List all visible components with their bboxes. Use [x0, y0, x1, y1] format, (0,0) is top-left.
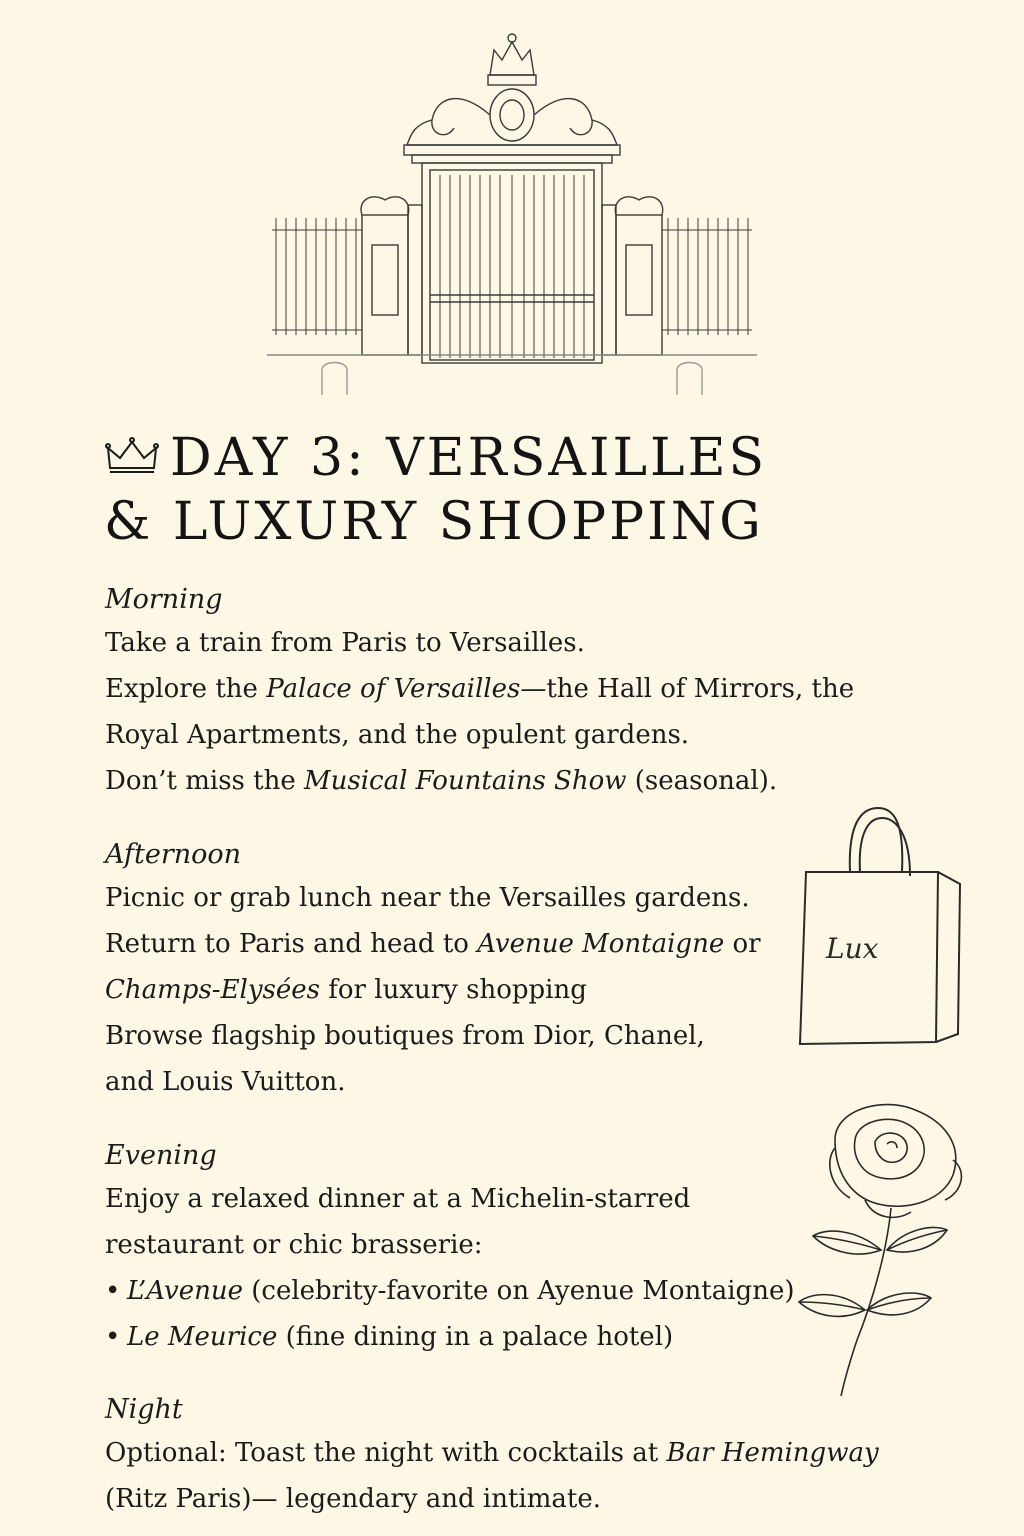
afternoon-line-3: Champs-Elysées for luxury shopping [105, 975, 587, 1005]
night-heading: Night [105, 1394, 183, 1425]
afternoon-line-5: and Louis Vuitton. [105, 1067, 346, 1097]
list-item: • Le Meurice (fine dining in a palace hotel) [105, 1322, 674, 1352]
restaurant-name: L’Avenue [127, 1276, 243, 1306]
avenue-montaigne: Avenue Montaigne [477, 929, 725, 959]
night-section [105, 1390, 905, 1522]
shopping-bag-illustration [798, 806, 963, 1062]
morning-line-2: Explore the Palace of Versailles—the Hall of Mirrors, the [105, 674, 855, 704]
morning-line-4: Don’t miss the Musical Fountains Show (seasonal). [105, 766, 778, 796]
evening-line-1: Enjoy a relaxed dinner at a Michelin-starred [105, 1184, 691, 1214]
title-line-2: & LUXURY SHOPPING [104, 492, 764, 552]
bag-label: Lux [826, 932, 879, 965]
champs-elysees: Champs-Elysées [105, 975, 321, 1005]
palace-of-versailles: Palace of Versailles [266, 674, 521, 704]
page-title [104, 426, 767, 554]
night-line-1: Optional: Toast the night with cocktails at Bar Hemingway [105, 1438, 879, 1468]
versailles-gate-illustration [262, 20, 762, 400]
afternoon-line-1: Picnic or grab lunch near the Versailles gardens. [105, 883, 750, 913]
afternoon-line-2: Return to Paris and head to Avenue Montaigne or [105, 929, 761, 959]
morning-heading: Morning [105, 584, 223, 615]
musical-fountains-show: Musical Fountains Show [304, 766, 627, 796]
title-line-1: DAY 3: VERSAILLES [170, 428, 768, 488]
afternoon-heading: Afternoon [105, 839, 242, 870]
evening-heading: Evening [105, 1140, 217, 1171]
list-item: • L’Avenue (celebrity-favorite on Ayenue Montaigne) [105, 1276, 795, 1306]
afternoon-section [105, 835, 905, 1105]
morning-line-1: Take a train from Paris to Versailles. [105, 628, 585, 658]
restaurant-name: Le Meurice [127, 1322, 278, 1352]
night-line-2: (Ritz Paris)— legendary and intimate. [105, 1484, 602, 1514]
rose-illustration [795, 1100, 990, 1400]
morning-line-3: Royal Apartments, and the opulent gardens. [105, 720, 690, 750]
crown-icon [104, 436, 160, 476]
morning-section [105, 580, 905, 804]
bar-hemingway: Bar Hemingway [666, 1438, 879, 1468]
evening-line-2: restaurant or chic brasserie: [105, 1230, 483, 1260]
evening-section [105, 1136, 905, 1360]
afternoon-line-4: Browse flagship boutiques from Dior, Chanel, [105, 1021, 705, 1051]
